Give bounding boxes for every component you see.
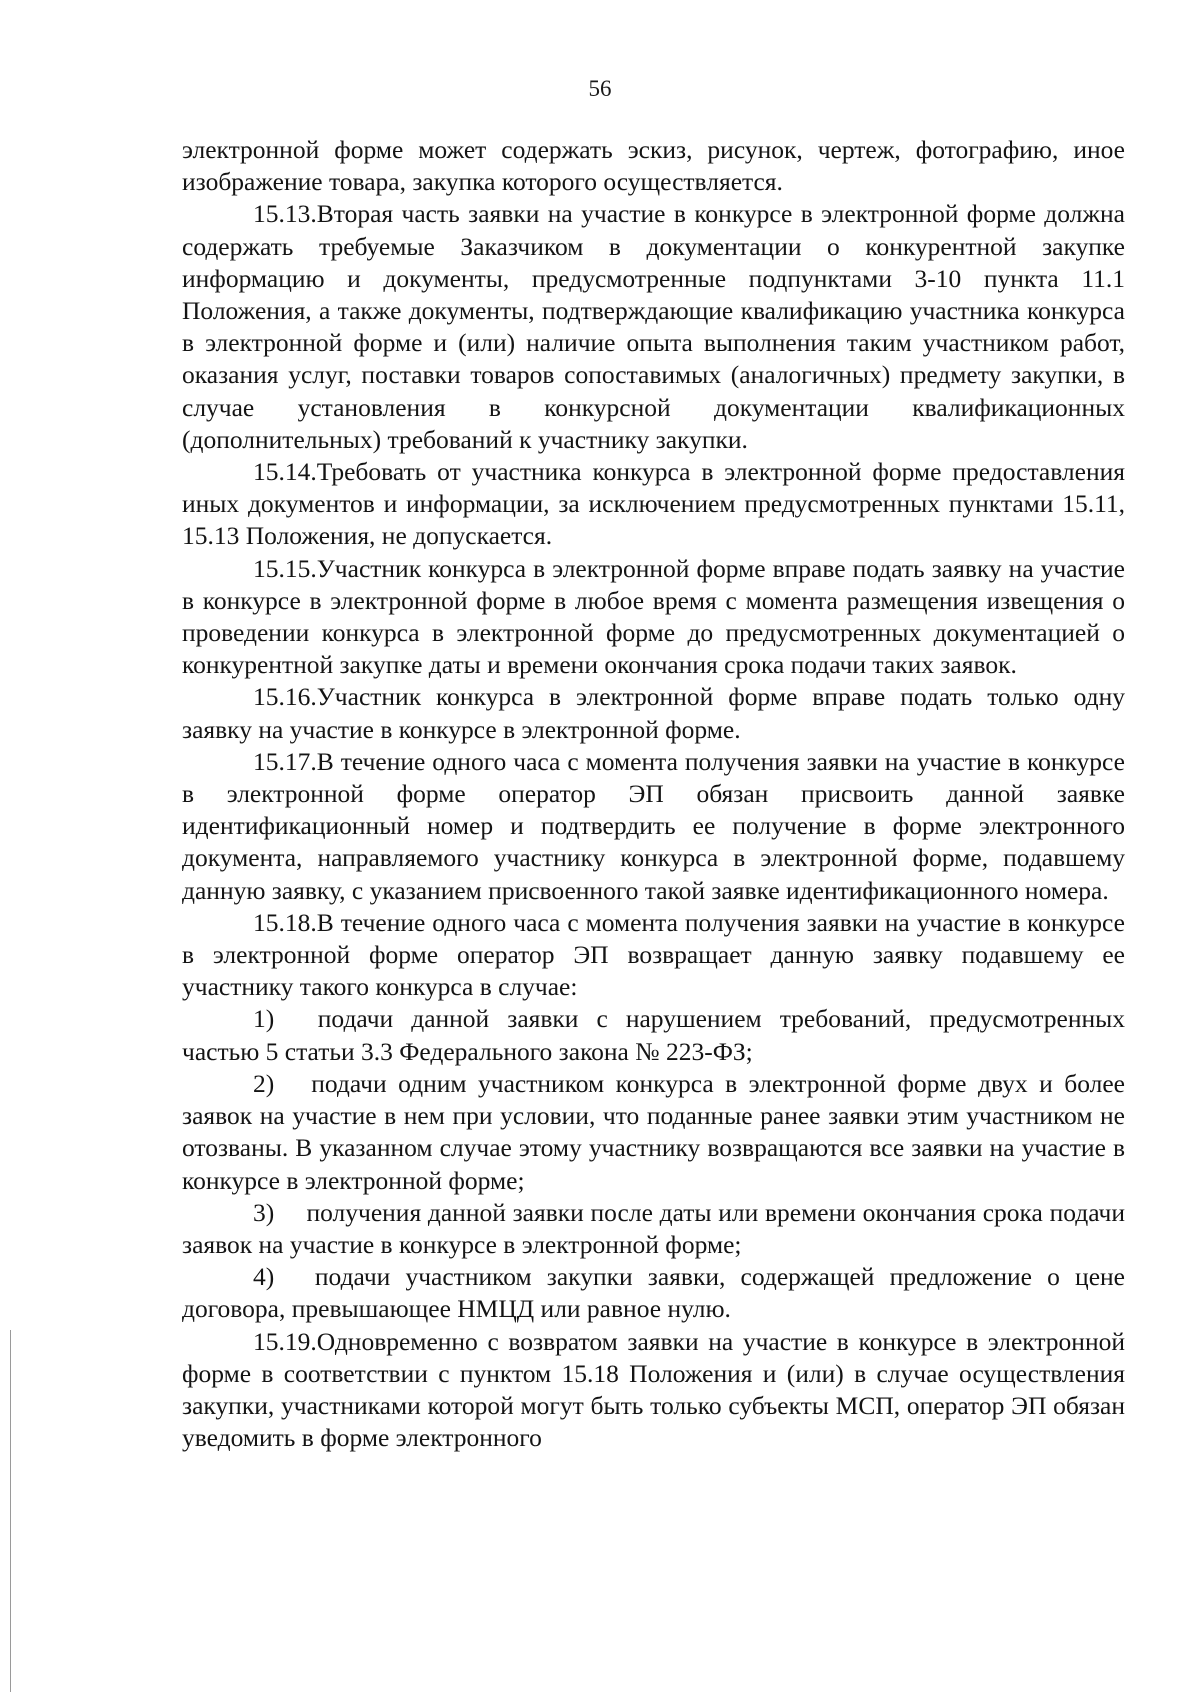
paragraph-15-19: 15.19.Одновременно с возвратом заявки на участие в конкурсе в электронной форме в соответствии с пунктом 15.18 Положения и (или) в случае осуществления закупки, участниками которой могут быть только субъекты МСП, оператор ЭП обязан уведомить в форме электронного: [182, 1326, 1125, 1453]
list-item-4: 4) подачи участником закупки заявки, содержащей предложение о цене договора, превышающее НМЦД или равное нулю.: [182, 1262, 1125, 1324]
paragraph-15-14: 15.14.Требовать от участника конкурса в электронной форме предоставления иных документов и информации, за исключением предусмотренных пунктами 15.11, 15.13 Положения, не допускается.: [182, 457, 1125, 551]
paragraph-15-16: 15.16.Участник конкурса в электронной форме вправе подать только одну заявку на участие в конкурсе в электронной форме.: [182, 682, 1125, 744]
list-item-2: 2) подачи одним участником конкурса в электронной форме двух и более заявок на участие в нем при условии, что поданные ранее заявки этим участником не отозваны. В указанном случае этому участнику возвращаются все заявки на участие в конкурсе в электронной форме;: [182, 1068, 1125, 1195]
list-item-3: 3) получения данной заявки после даты или времени окончания срока подачи заявок на участие в конкурсе в электронной форме;: [182, 1197, 1125, 1259]
list-item-1: 1) подачи данной заявки с нарушением требований, предусмотренных частью 5 статьи 3.3 Федерального закона № 223-ФЗ;: [182, 1004, 1125, 1066]
document-body: [182, 134, 1125, 1454]
paragraph-15-13: 15.13.Вторая часть заявки на участие в конкурсе в электронной форме должна содержать требуемые Заказчиком в документации о конкурентной закупке информацию и документы, предусмотренные подпунктами 3-10 пункта 11.1 Положения, а также документы, подтверждающие квалификацию участника конкурса в электронной форме и (или) наличие опыта выполнения таким участником работ, оказания услуг, поставки товаров сопоставимых (аналогичных) предмету закупки, в случае установления в конкурсной документации квалификационных (дополнительных) требований к участнику закупки.: [182, 199, 1125, 454]
scan-edge-line: [10, 1330, 11, 1692]
page-number: 56: [588, 76, 612, 101]
paragraph-15-17: 15.17.В течение одного часа с момента получения заявки на участие в конкурсе в электронной форме оператор ЭП обязан присвоить данной заявке идентификационный номер и подтвердить ее получение в форме электронного документа, направляемого участнику конкурса в электронной форме, подавшему данную заявку, с указанием присвоенного такой заявке идентификационного номера.: [182, 746, 1125, 905]
paragraph-15-18: 15.18.В течение одного часа с момента получения заявки на участие в конкурсе в электронной форме оператор ЭП возвращает данную заявку подавшему ее участнику такого конкурса в случае:: [182, 907, 1125, 1002]
paragraph-15-15: 15.15.Участник конкурса в электронной форме вправе подать заявку на участие в конкурсе в электронной форме в любое время с момента размещения извещения о проведении конкурса в электронной форме до предусмотренных документацией о конкурентной закупке даты и времени окончания срока подачи таких заявок.: [182, 553, 1125, 680]
paragraph-continuation: электронной форме может содержать эскиз, рисунок, чертеж, фотографию, иное изображение товара, закупка которого осуществляется.: [182, 135, 1125, 197]
